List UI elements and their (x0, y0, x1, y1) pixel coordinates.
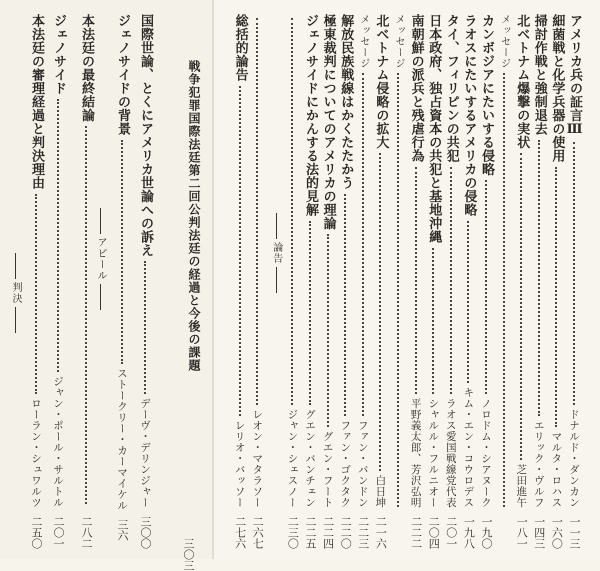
toc-entry[interactable]: ジェノサイドの背景 ストークリー・カーマイケル 三六 (115, 14, 130, 541)
toc-entry[interactable]: 総括的論告 レリオ・バッソー 二七六 (232, 14, 248, 549)
toc-entry[interactable]: 本法廷の最終結論 二八二 (79, 14, 94, 549)
toc-entry[interactable]: ジェノサイドにかんする法的見解 グエン・バンチェン 二二五 (303, 14, 318, 549)
toc-entry[interactable]: メッセージ (388, 14, 408, 549)
toc-entry[interactable]: 南朝鮮の派兵と残虐行為 平野義太郎、芳沢弘明 二二二 (408, 14, 424, 549)
toc-entry[interactable]: 掃討作戦と強制退去 エリック・ヴルフ 一四三 (531, 14, 547, 549)
toc-entry[interactable]: カンボジアにたいする侵略 ノロドム・シアヌーク 一九〇 (479, 14, 494, 549)
toc-entry[interactable]: 細菌戦と化学兵器の使用 マルタ・ロハス 一六〇 (549, 14, 565, 549)
section-label-indictment: 論告 (269, 210, 284, 296)
section-label-verdict: 判決 (8, 250, 23, 336)
toc-entry[interactable]: ジャン・シェスノー 二三〇 (282, 14, 302, 549)
toc-entry[interactable]: タイ、フィリピンの共犯 ラオス愛国戦線党代表 二〇一 (443, 14, 459, 549)
left-page-header: 戦争犯罪国際法廷第二回公判法廷の経過と今後の課題 (187, 60, 201, 372)
toc-entry[interactable]: ジェノサイド ジャン・ポール・サルトル 二〇一 (51, 14, 66, 549)
toc-entry[interactable]: 国際世論、とくにアメリカ世論への訴え デーヴ・デリンジャー 三〇〇 (138, 14, 153, 549)
toc-entry[interactable]: 解放民族戦線はかくたたかう ファン・ゴクタク 二二〇 (338, 14, 354, 549)
toc-entry[interactable]: メッセージ (494, 14, 514, 549)
toc-entry[interactable]: 極東裁判についてのアメリカの理論 グエン・フート 二二四 (320, 14, 336, 549)
toc-entry[interactable]: 北ベトナム侵略の拡大 白日坤 二一六 (373, 14, 389, 549)
header-page-number: 三〇三 (182, 538, 195, 571)
toc-entry[interactable]: 北ベトナム爆撃の実状 芝田進午 一八一 (514, 14, 530, 549)
toc-entry[interactable]: 本法廷の審理経過と判決理由 ローラン・シュワルツ 二五〇 (29, 14, 44, 549)
toc-entry[interactable]: レオン・マタラソー 二六七 (247, 14, 267, 549)
toc-entry[interactable]: 日本政府、独占資本の共犯と基地沖縄 シャルル・フルニオー 二〇四 (426, 14, 442, 549)
toc-entry[interactable]: メッセージ ファン・バンドン 二二三 (356, 14, 370, 549)
toc-entry[interactable]: ラオスにたいするアメリカの侵略 キム・エン・コウロデス 一九八 (461, 14, 477, 549)
toc-entry[interactable]: アメリカ兵の証言Ⅲ ドナルド・ダンカン 一一三 (567, 14, 582, 549)
section-label-appeal: アピール (93, 205, 108, 313)
